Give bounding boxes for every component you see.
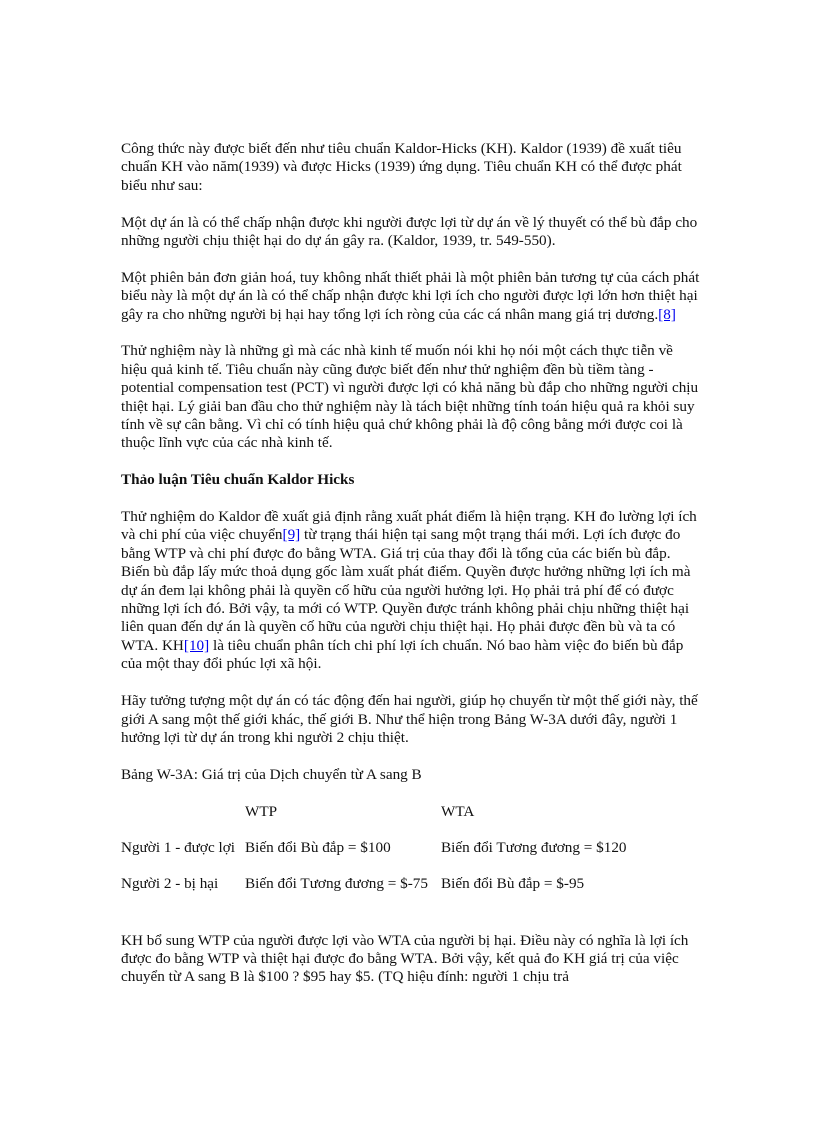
table-row — [121, 875, 701, 893]
table-header-row — [121, 803, 701, 821]
paragraph-text: là tiêu chuẩn phân tích chi phí lợi ích chuẩn. Nó bao hàm việc đo biến bù đắp của một thay đổi phúc lợi xã hội. — [121, 636, 684, 673]
paragraph-kh-result: KH bổ sung WTP của người được lợi vào WTA của người bị hại. Điều này có nghĩa là lợi ích được đo bằng WTP và thiệt hại được đo bằng WTA. Bởi vậy, kết quả đo KH giá trị của việc chuyển từ A sang B là $100 ? $95 hay $5. (TQ hiệu đính: người 1 chịu trả — [121, 931, 689, 986]
table-row — [121, 839, 701, 857]
table-header-cell: WTA — [441, 802, 475, 820]
paragraph-text: Một phiên bản đơn giản hoá, tuy không nhất thiết phải là một phiên bản tương tự của cách phát biểu này là một dự án là có thể chấp nhận được khi lợi ích cho người được lợi lớn hơn thiệt hại gây ra cho những người bị hại hay tổng lợi ích ròng của các cá nhân mang giá trị dương. — [121, 268, 700, 323]
paragraph-text: Thử nghiệm do Kaldor đề xuất giả định rằng xuất phát điểm là hiện trạng. KH đo lường lợi ích và chi phí của việc chuyển — [121, 508, 697, 544]
paragraph-pct: Thử nghiệm này là những gì mà các nhà kinh tế muốn nói khi họ nói một cách thực tiễn về hiệu quả kinh tế. Tiêu chuẩn này cũng được biết đến như thử nghiệm đền bù tiềm tàng - potential compensation test (PCT) vì người được lợi có khả năng bù đắp cho những người chịu thiệt hại. Lý giải ban đầu cho thử nghiệm này là tách biệt những tính toán hiệu quả ra khỏi suy tính về sự cân bằng. Vì chỉ có tính hiệu quả chứ không phải là độ công bằng mới được coi là thuộc lĩnh vực của các nhà kinh tế. — [121, 342, 699, 452]
paragraph-text: từ trạng thái hiện tại sang một trạng thái mới. Lợi ích được đo bằng WTP và chi phí được đo bằng WTA. Giá trị của thay đổi là tổng của các biến bù đắp. Biến bù đắp lấy mức thoả dụng gốc làm xuất phát điểm. Quyền được hưởng những lợi ích mà dự án đem lại không phải là quyền cố hữu của người hưởng lợi. Họ phải trả phí để có được những lợi ích đó. Bởi vậy, ta mới có WTP. Quyền được tránh không phải chịu những thiệt hại liên quan đến dự án là quyền cố hữu của người chịu thiệt hại. Họ phải được đền bù và ta có WTA. KH — [121, 526, 691, 654]
table-caption: Bảng W-3A: Giá trị của Dịch chuyển từ A sang B — [121, 765, 422, 783]
paragraph-kh-intro: Công thức này được biết đến như tiêu chuẩn Kaldor-Hicks (KH). Kaldor (1939) đề xuất tiêu chuẩn KH vào năm(1939) và được Hicks (1939) ứng dụng. Tiêu chuẩn KH có thể được phát biểu như sau: — [121, 140, 682, 194]
footnote-link-9[interactable]: [9] — [282, 526, 301, 544]
section-heading: Thảo luận Tiêu chuẩn Kaldor Hicks — [121, 471, 355, 489]
table-header-cell: WTP — [245, 802, 278, 820]
value-table — [121, 803, 701, 894]
table-cell: Biến đổi Bù đắp = $-95 — [441, 875, 585, 893]
footnote-link-10[interactable]: [10] — [183, 636, 210, 654]
paragraph-simplified-version — [121, 269, 701, 324]
paragraph-kaldor-test — [121, 508, 701, 674]
table-cell: Biến đổi Tương đương = $-75 — [245, 875, 428, 893]
paragraph-example: Hãy tưởng tượng một dự án có tác động đến hai người, giúp họ chuyển từ một thế giới này, thế giới A sang một thế giới khác, thế giới B. Như thể hiện trong Bảng W-3A dưới đây, người 1 hưởng lợi từ dự án trong khi người 2 chịu thiệt. — [121, 692, 698, 746]
table-cell: Người 2 - bị hại — [121, 875, 219, 893]
table-cell: Biến đổi Tương đương = $120 — [441, 838, 627, 856]
table-cell: Biến đổi Bù đắp = $100 — [245, 838, 391, 856]
document-page — [121, 140, 701, 1005]
spacer — [121, 912, 701, 932]
paragraph-kaldor-quote: Một dự án là có thể chấp nhận được khi người được lợi từ dự án về lý thuyết có thể bù đắp cho những người chịu thiệt hại do dự án gây ra. (Kaldor, 1939, tr. 549-550). — [121, 213, 698, 250]
table-cell: Người 1 - được lợi — [121, 838, 235, 856]
footnote-link-8[interactable]: [8] — [658, 305, 676, 323]
